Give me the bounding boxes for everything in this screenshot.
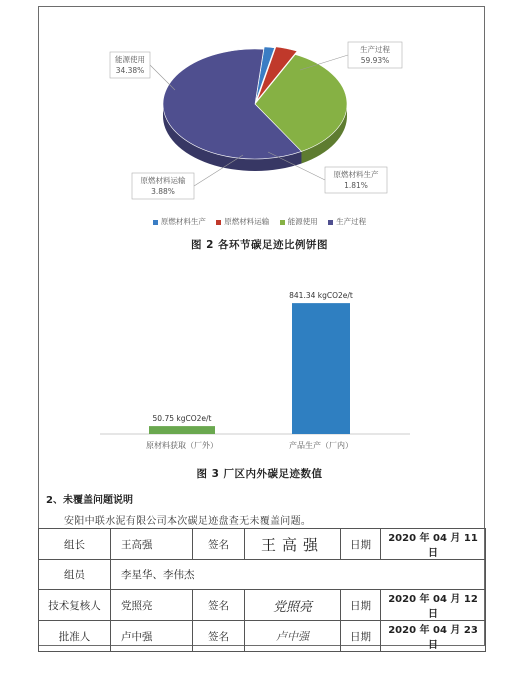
pie-label-value: 34.38%: [115, 66, 145, 75]
table-row: [39, 590, 486, 621]
legend-label: 原燃材料生产: [160, 217, 206, 226]
pie-label-name: 原燃材料运输: [140, 176, 186, 185]
date-label-cell: 日期: [341, 621, 381, 652]
signature-cell: 王高强: [245, 529, 341, 560]
pie-label-value: 1.81%: [344, 181, 368, 190]
date-cell: 2020 年 04 月 11 日: [381, 529, 486, 560]
legend-swatch: [216, 220, 221, 225]
table-row: [39, 621, 486, 652]
section-heading: 2、未覆盖问题说明: [46, 495, 133, 506]
pie-legend: [0, 216, 519, 227]
date-cell: 2020 年 04 月 23 日: [381, 621, 486, 652]
pie-caption: 图 2 各环节碳足迹比例饼图: [190, 239, 329, 251]
legend-swatch: [153, 220, 158, 225]
role-cell: 组员: [39, 560, 111, 590]
legend-label: 生产过程: [336, 217, 367, 226]
pie-label-name: 生产过程: [360, 45, 390, 54]
pie-leader-line: [150, 65, 175, 90]
pie-label-name: 能源使用: [115, 55, 145, 64]
pie-label-value: 59.93%: [360, 56, 390, 65]
bar: [292, 303, 350, 434]
bar-category-label: 原材料获取（厂外）: [146, 441, 218, 450]
role-cell: 组长: [39, 529, 111, 560]
sign-label-cell: 签名: [193, 621, 245, 652]
legend-swatch: [280, 220, 285, 225]
name-cell: 王高强: [111, 529, 193, 560]
legend-item: [153, 216, 206, 227]
signature-cell: 卢中强: [245, 621, 341, 652]
name-cell: 李星华、李伟杰: [111, 560, 486, 590]
legend-item: [216, 216, 269, 227]
legend-swatch: [328, 220, 333, 225]
legend-label: 原燃材料运输: [224, 217, 270, 226]
date-label-cell: 日期: [341, 590, 381, 621]
role-cell: 批准人: [39, 621, 111, 652]
pie-label-value: 3.88%: [151, 187, 175, 196]
bar-value-label: 50.75 kgCO2e/t: [152, 414, 212, 424]
sign-label-cell: 签名: [193, 529, 245, 560]
signoff-table: [38, 528, 486, 652]
table-row: [39, 560, 486, 590]
name-cell: 卢中强: [111, 621, 193, 652]
signature-cell: 党照亮: [245, 590, 341, 621]
table-row: [39, 529, 486, 560]
name-cell: 党照亮: [111, 590, 193, 621]
section-text: 安阳中联水泥有限公司本次碳足迹盘查无未覆盖问题。: [64, 516, 312, 527]
date-cell: 2020 年 04 月 12 日: [381, 590, 486, 621]
bar-value-label: 841.34 kgCO2e/t: [289, 291, 353, 301]
date-label-cell: 日期: [341, 529, 381, 560]
bar-caption: 图 3 厂区内外碳足迹数值: [196, 468, 323, 480]
sign-label-cell: 签名: [193, 590, 245, 621]
bar-category-label: 产品生产（厂内）: [289, 441, 353, 450]
bar: [149, 426, 215, 434]
role-cell: 技术复核人: [39, 590, 111, 621]
legend-label: 能源使用: [287, 217, 318, 226]
legend-item: [280, 216, 318, 227]
legend-item: [328, 216, 366, 227]
pie-label-name: 原燃材料生产: [333, 170, 379, 179]
